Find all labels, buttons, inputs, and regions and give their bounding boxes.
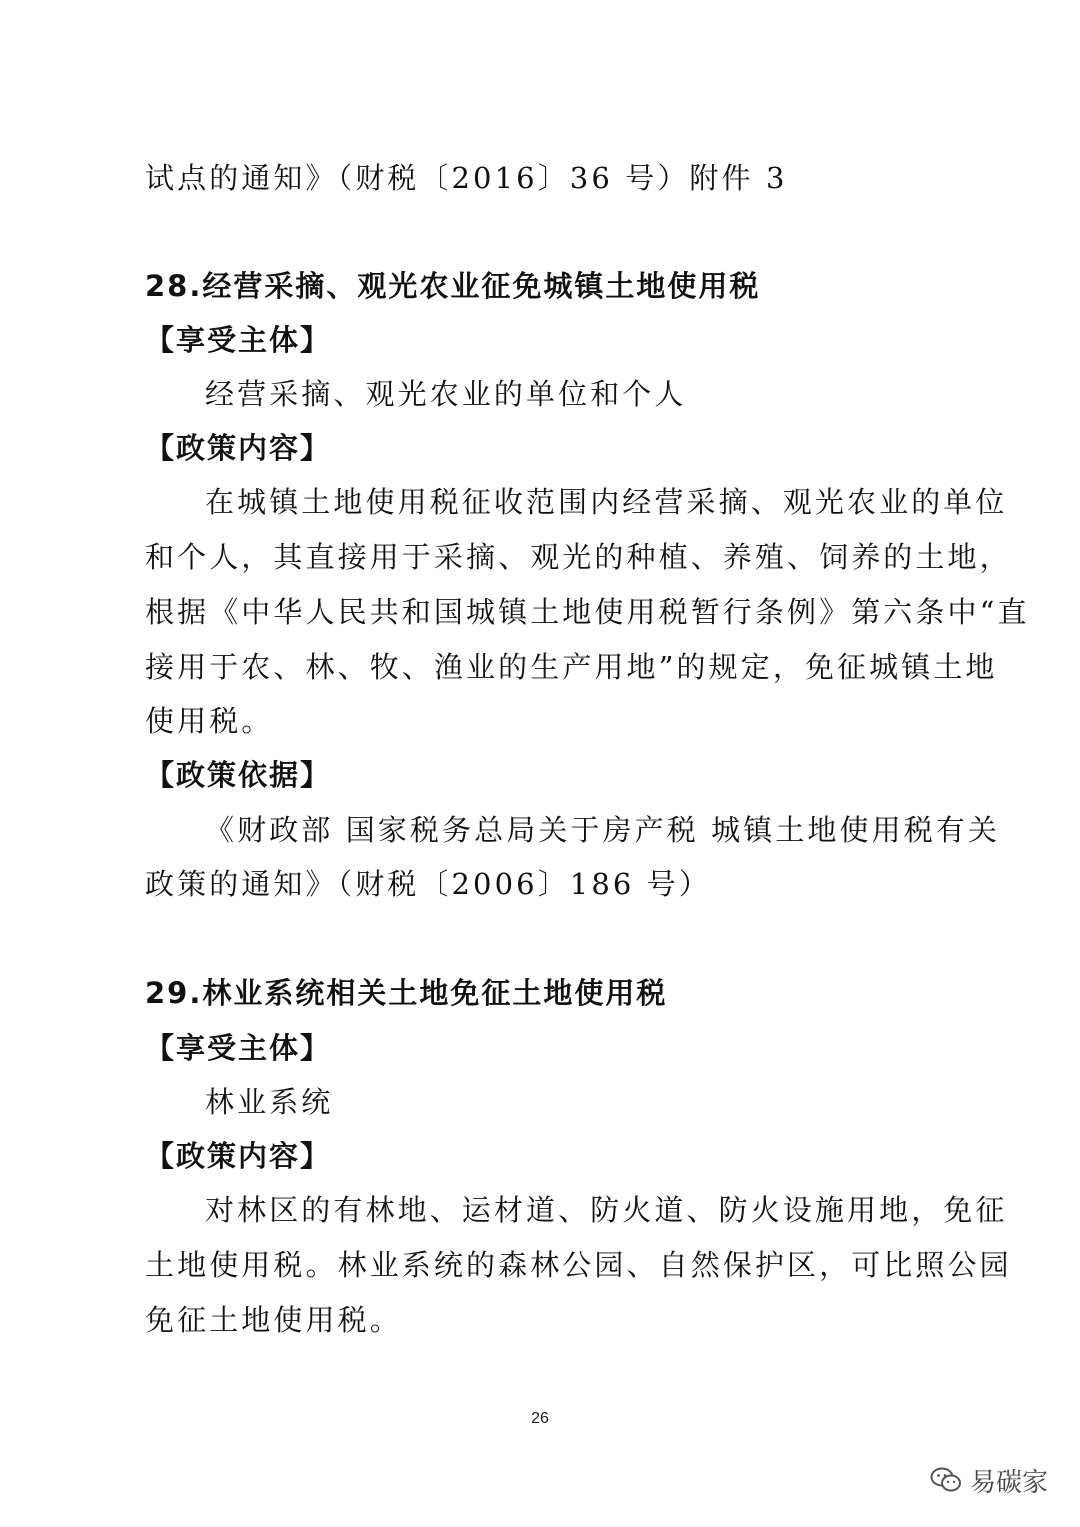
section-label: 【享受主体】: [145, 1031, 332, 1065]
section-label: 【政策内容】: [145, 1139, 332, 1173]
page-number: 26: [531, 1410, 549, 1427]
text-line: 林业系统: [205, 1085, 334, 1119]
wechat-watermark: [930, 1460, 1048, 1500]
text-line: 根据《中华人民共和国城镇土地使用税暂行条例》第六条中“直: [145, 595, 1030, 629]
text-line: 免征土地使用税。: [145, 1303, 402, 1337]
section-heading-28: 28.经营采摘、观光农业征免城镇土地使用税: [145, 269, 761, 303]
section-heading-29: 29.林业系统相关土地免征土地使用税: [145, 976, 668, 1010]
text-line: 政策的通知》（财税〔2006〕186 号）: [145, 867, 711, 901]
text-line: 和个人，其直接用于采摘、观光的种植、养殖、饲养的土地，: [145, 540, 1012, 574]
text-line: 使用税。: [145, 704, 274, 738]
section-label: 【政策依据】: [145, 758, 332, 792]
text-line: 《财政部 国家税务总局关于房产税 城镇土地使用税有关: [205, 813, 1001, 847]
text-line: 试点的通知》（财税〔2016〕36 号）附件 3: [145, 161, 788, 195]
watermark-text: 易碳家: [970, 1467, 1049, 1498]
section-label: 【享受主体】: [145, 323, 332, 357]
section-label: 【政策内容】: [145, 431, 332, 465]
text-line: 对林区的有林地、运材道、防火道、防火设施用地，免征: [205, 1193, 1008, 1227]
text-line: 土地使用税。林业系统的森林公园、自然保护区，可比照公园: [145, 1248, 1012, 1282]
text-line: 经营采摘、观光农业的单位和个人: [205, 377, 687, 411]
text-line: 在城镇土地使用税征收范围内经营采摘、观光农业的单位: [205, 485, 1008, 519]
wechat-icon: [930, 1466, 962, 1494]
text-line: 接用于农、林、牧、渔业的生产用地”的规定，免征城镇土地: [145, 650, 998, 684]
